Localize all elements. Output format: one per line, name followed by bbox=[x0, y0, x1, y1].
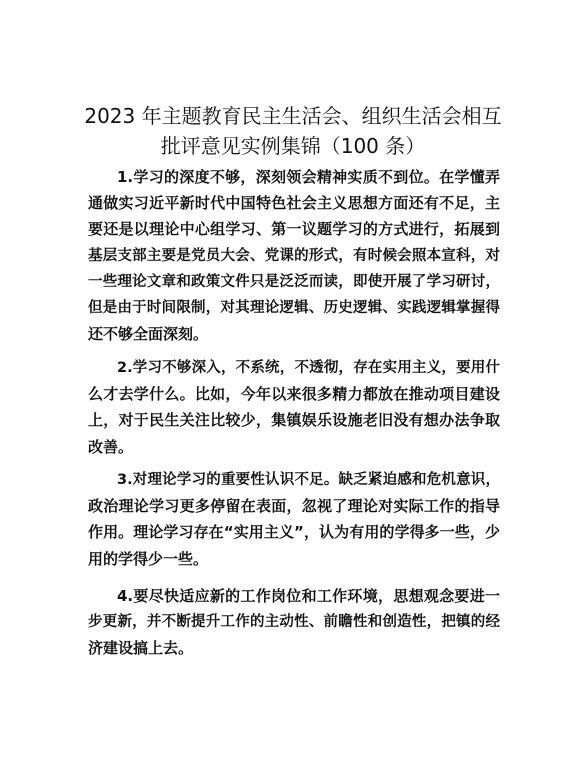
paragraph-line: 要还是以理论中心组学习、第一议题学习的方式进行，拓展到 bbox=[88, 220, 500, 239]
paragraph-line: 2.学习不够深入，不系统，不透彻，存在实用主义，要用什 bbox=[117, 360, 500, 376]
paragraph-line: 通做实习近平新时代中国特色社会主义思想方面还有不足，主 bbox=[88, 194, 500, 213]
paragraph-3 bbox=[88, 467, 500, 572]
paragraph-line: 4.要尽快适应新的工作岗位和工作环境，思想观念要进一 bbox=[117, 587, 500, 605]
paragraph-line: 政治理论学习更多停留在表面，忽视了理论对实际工作的指导 bbox=[88, 497, 500, 516]
paragraph-line: 但是由于时间限制，对其理论逻辑、历史逻辑、实践逻辑掌握得 bbox=[88, 299, 500, 316]
paragraph-line: 作用。理论学习存在“实用主义”，认为有用的学得多一些，少 bbox=[88, 523, 500, 542]
paragraph-2 bbox=[88, 355, 500, 460]
paragraph-line: 基层支部主要是党员大会、党课的形式，有时候会照本宣科，对 bbox=[88, 247, 500, 264]
paragraph-line: 么才去学什么。比如，今年以来很多精力都放在推动项目建设 bbox=[88, 385, 500, 404]
paragraph-line: 上，对于民生关注比较少，集镇娱乐设施老旧没有想办法争取 bbox=[88, 411, 500, 430]
paragraph-1 bbox=[88, 164, 500, 347]
paragraph-line: 3.对理论学习的重要性认识不足。缺乏紧迫感和危机意识， bbox=[117, 472, 500, 488]
paragraph-line: 济建设搞上去。 bbox=[88, 639, 194, 658]
document-title-line-1: 2023 年主题教育民主生活会、组织生活会相互 bbox=[84, 104, 502, 128]
document-title-line-2: 批评意见实例集锦（100 条） bbox=[160, 134, 426, 158]
paragraph-line: 一些理论文章和政策文件只是泛泛而读，即使开展了学习研讨， bbox=[88, 273, 500, 290]
paragraph-4 bbox=[88, 583, 500, 662]
paragraph-line: 还不够全面深刻。 bbox=[88, 325, 209, 344]
paragraph-line: 1.学习的深度不够，深刻领会精神实质不到位。在学懂弄 bbox=[117, 168, 500, 186]
paragraph-line: 步更新，并不断提升工作的主动性、前瞻性和创造性，把镇的经 bbox=[88, 614, 500, 631]
paragraph-line: 用的学得少一些。 bbox=[88, 549, 209, 568]
paragraph-line: 改善。 bbox=[88, 437, 134, 456]
